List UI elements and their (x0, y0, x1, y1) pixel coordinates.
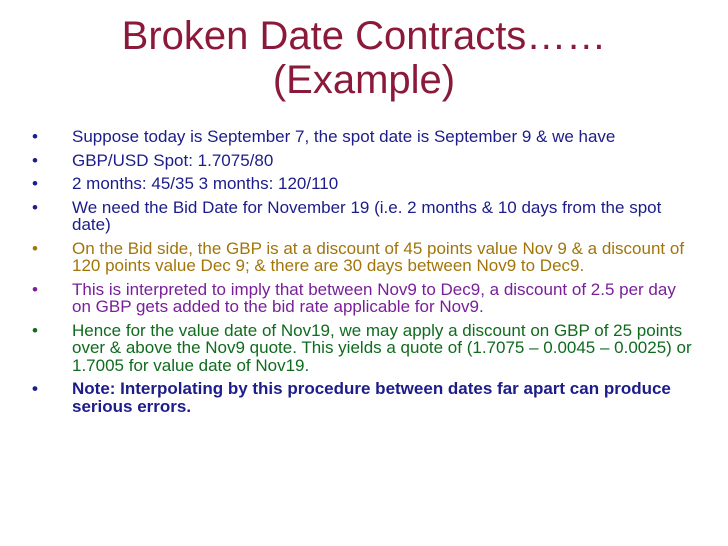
bullet-text: Hence for the value date of Nov19, we may apply a discount on GBP of 25 points over & above the Nov9 quote. This yields a quote of (1.7075 – 0.0045 – 0.0025) or 1.7005 for value date of Nov19. (72, 320, 692, 375)
bullet-text: Suppose today is September 7, the spot date is September 9 & we have (72, 127, 616, 146)
slide-title-line-1: Broken Date Contracts…… (121, 14, 607, 58)
slide-title (0, 14, 728, 102)
bullet-dot: • (32, 197, 38, 217)
bullet-item-bid-side (28, 240, 693, 275)
bullet-item-note (28, 380, 693, 415)
bullet-dot: • (32, 279, 38, 299)
bullet-text: 2 months: 45/35 3 months: 120/110 (72, 174, 339, 193)
bullet-dot: • (32, 238, 38, 258)
bullet-text: On the Bid side, the GBP is at a discount of 45 points value Nov 9 & a discount of 120 points value Dec 9; & there are 30 days between Nov9 to Dec9. (72, 238, 685, 275)
bullet-item-today (28, 128, 693, 146)
bullet-dot: • (32, 320, 38, 340)
bullet-dot: • (32, 150, 38, 170)
bullet-dot: • (32, 174, 38, 193)
bullet-dot: • (32, 379, 38, 398)
bullet-dot: • (32, 127, 38, 146)
bullet-text: GBP/USD Spot: 1.7075/80 (72, 150, 274, 170)
bullet-text: We need the Bid Date for November 19 (i.e. 2 months & 10 days from the spot date) (72, 197, 662, 234)
bullet-list (28, 128, 693, 418)
bullet-item-forward-points (28, 175, 693, 193)
slide-title-line-2: (Example) (272, 58, 456, 102)
bullet-item-spot (28, 152, 693, 170)
bullet-text: This is interpreted to imply that between Nov9 to Dec9, a discount of 2.5 per day on GBP gets added to the bid rate applicable for Nov9. (72, 279, 676, 316)
bullet-item-bid-date (28, 199, 693, 234)
bullet-text: Note: Interpolating by this procedure between dates far apart can produce serious errors. (72, 379, 671, 416)
bullet-item-interpretation (28, 281, 693, 316)
bullet-item-value-date (28, 322, 693, 375)
